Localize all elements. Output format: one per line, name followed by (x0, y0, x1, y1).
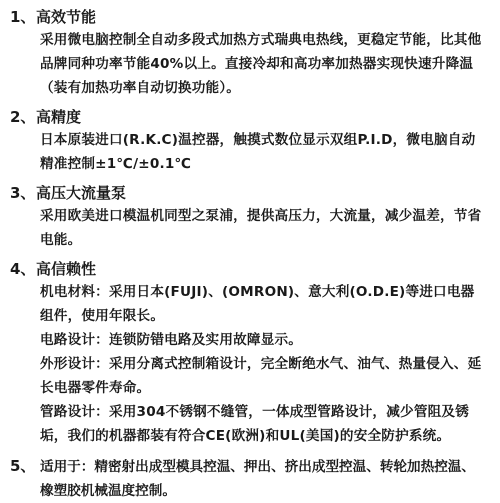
feature-section-reliability (10, 258, 488, 448)
section-number: 5、 (10, 457, 36, 475)
section-title: 高精度 (36, 108, 82, 126)
section-paragraph: 采用微电脑控制全自动多段式加热方式瑞典电热线，更稳定节能，比其他品牌同种功率节能40%以上。直接冷却和高功率加热器实现快速升降温（装有加热功率自动切换功能）。 (40, 32, 482, 96)
section-number: 2、 (10, 108, 36, 126)
section-paragraph-piping: 管路设计：采用304不锈钢不缝管，一体成型管路设计，减少管阻及锈垢，我们的机器都装有符合CE(欧洲)和UL(美国)的安全防护系统。 (40, 404, 469, 444)
section-body (10, 28, 488, 100)
section-paragraph-exterior: 外形设计：采用分离式控制箱设计，完全断绝水气、油气、热量侵入、延长电器零件寿命。 (40, 356, 482, 396)
section-title: 高信赖性 (36, 260, 97, 278)
section-heading (10, 258, 488, 280)
section-body (10, 204, 488, 252)
feature-section-efficiency (10, 6, 488, 100)
section-title: 高效节能 (36, 8, 97, 26)
feature-section-precision (10, 106, 488, 176)
feature-section-applications (10, 454, 488, 503)
section-paragraph: 采用欧美进口模温机同型之泵浦，提供高压力，大流量，减少温差，节省电能。 (40, 208, 482, 248)
section-paragraph-materials: 机电材料：采用日本(FUJI)、(OMRON)、意大利(O.D.E)等进口电器组件，使用年限长。 (40, 284, 475, 324)
feature-section-pump (10, 182, 488, 252)
section-title: 适用于：精密射出成型模具控温、押出、挤出成型控温、转轮加热控温、橡塑胶机械温度控制。 (40, 459, 475, 499)
section-title: 高压大流量泵 (36, 184, 127, 202)
section-heading (10, 106, 488, 128)
section-number: 1、 (10, 8, 36, 26)
section-number: 4、 (10, 260, 36, 278)
section-body (10, 280, 488, 448)
section-heading (10, 454, 488, 503)
section-body (10, 128, 488, 176)
section-heading (10, 182, 488, 204)
section-paragraph-circuit: 电路设计：连锁防错电路及实用故障显示。 (40, 332, 303, 348)
section-heading (10, 6, 488, 28)
section-number: 3、 (10, 184, 36, 202)
section-paragraph: 日本原装进口(R.K.C)温控器，触摸式数位显示双组P.I.D，微电脑自动精准控制±1℃/±0.1℃ (40, 132, 476, 172)
